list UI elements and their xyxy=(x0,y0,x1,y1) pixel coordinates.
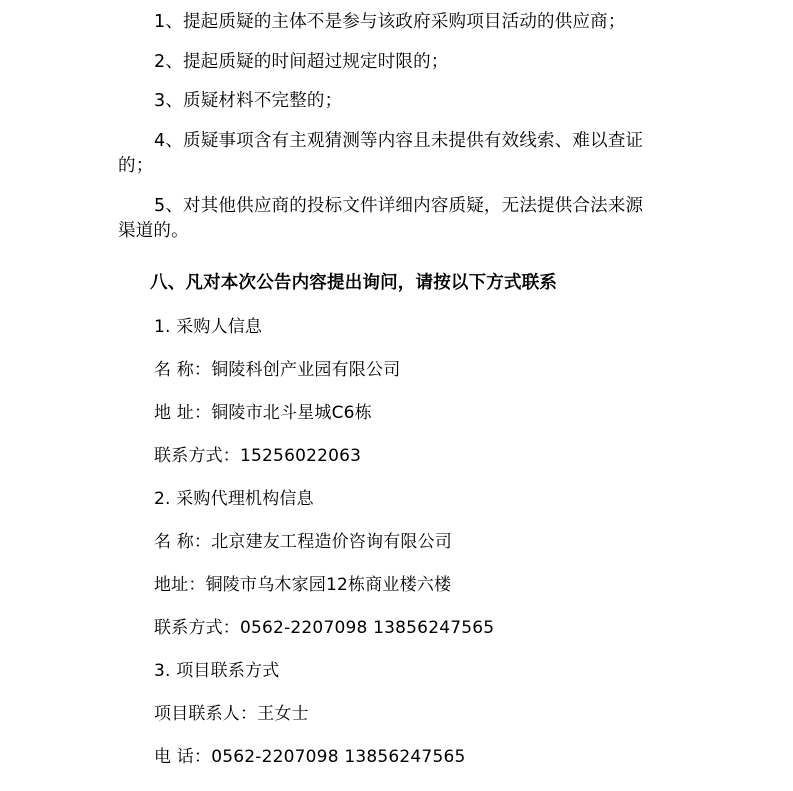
contact-project-person: 项目联系人：王女士 xyxy=(154,703,309,724)
rule-item-2: 2、提起质疑的时间超过规定时限的； xyxy=(154,51,449,72)
section-heading-contact: 八、凡对本次公告内容提出询问，请按以下方式联系 xyxy=(150,272,558,293)
contact-agency-address: 地址：铜陵市乌木家园12栋商业楼六楼 xyxy=(154,574,452,595)
rule-item-4-continued: 的； xyxy=(118,156,154,176)
rule-item-5: 5、对其他供应商的投标文件详细内容质疑，无法提供合法来源 xyxy=(154,195,644,216)
contact-project-title: 3. 项目联系方式 xyxy=(154,660,280,681)
contact-project-phone: 电 话：0562-2207098 13856247565 xyxy=(154,746,466,767)
rule-item-1: 1、提起质疑的主体不是参与该政府采购项目活动的供应商； xyxy=(154,12,626,32)
contact-agency-phone: 联系方式：0562-2207098 13856247565 xyxy=(154,617,495,638)
rule-item-3: 3、质疑材料不完整的； xyxy=(154,91,343,111)
contact-purchaser-phone: 联系方式：15256022063 xyxy=(154,445,362,466)
contact-agency-title: 2. 采购代理机构信息 xyxy=(154,488,314,509)
contact-purchaser-title: 1. 采购人信息 xyxy=(154,316,263,337)
contact-agency-name: 名 称：北京建友工程造价咨询有限公司 xyxy=(154,531,453,552)
document-page xyxy=(0,14,793,791)
rule-item-4: 4、质疑事项含有主观猜测等内容且未提供有效线索、难以查证 xyxy=(154,130,644,151)
contact-purchaser-name: 名 称：铜陵科创产业园有限公司 xyxy=(154,359,401,380)
contact-purchaser-address: 地 址：铜陵市北斗星城C6栋 xyxy=(154,402,372,423)
rule-item-5-continued: 渠道的。 xyxy=(118,221,189,241)
